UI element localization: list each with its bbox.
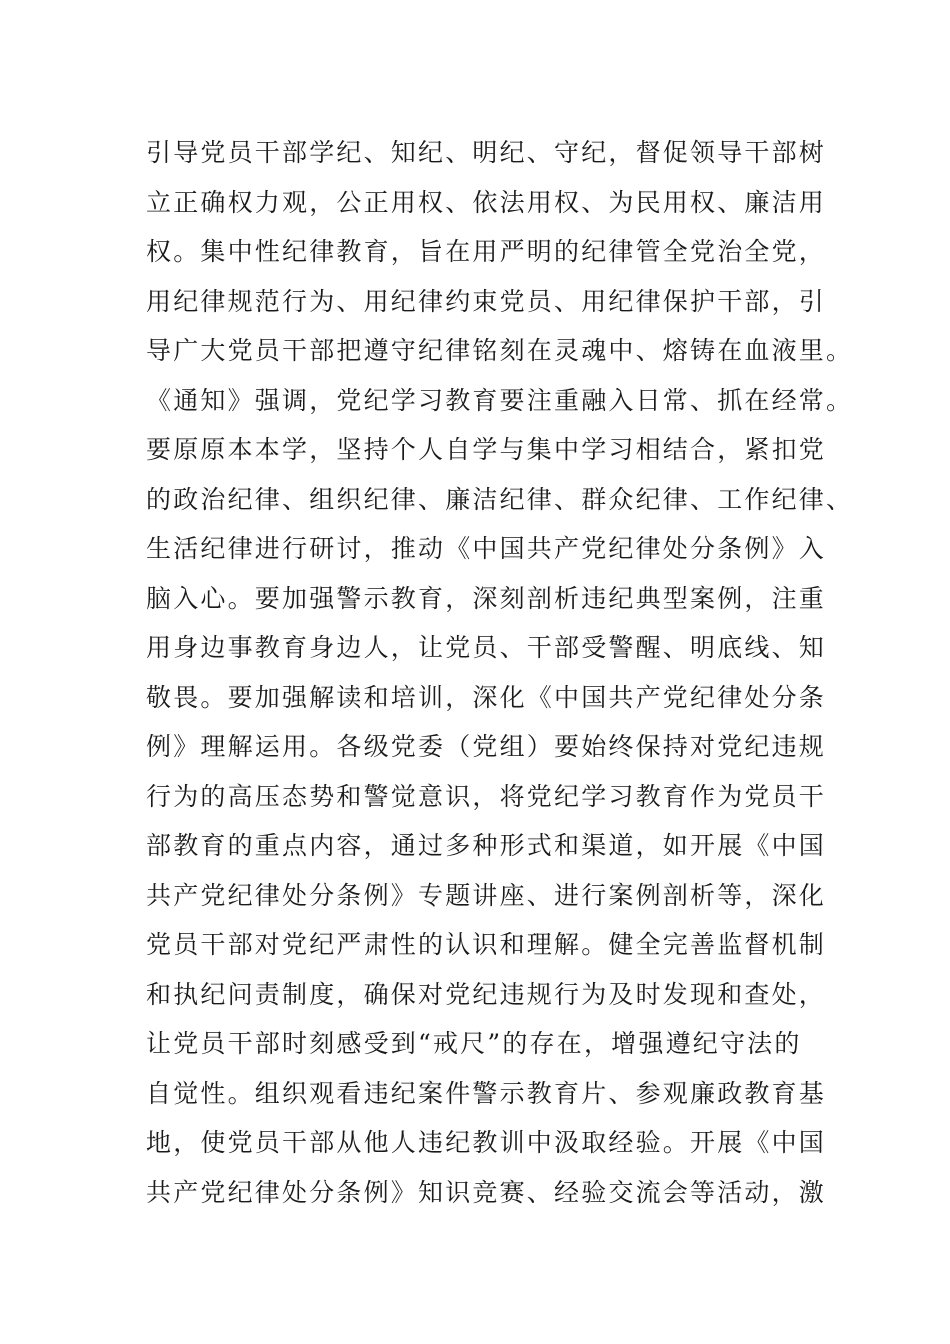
text-line: 共产党纪律处分条例》专题讲座、进行案例剖析等，深化 <box>146 880 827 910</box>
body-text <box>146 128 854 1217</box>
text-line: 立正确权力观，公正用权、依法用权、为民用权、廉洁用 <box>146 187 827 217</box>
text-line: 行为的高压态势和警觉意识，将党纪学习教育作为党员干 <box>146 781 827 811</box>
text-line: 地，使党员干部从他人违纪教训中汲取经验。开展《中国 <box>146 1128 827 1157</box>
text-line: 敬畏。要加强解读和培训，深化《中国共产党纪律处分条 <box>146 682 827 712</box>
text-line: 自觉性。组织观看违纪案件警示教育片、参观廉政教育基 <box>146 1078 827 1108</box>
text-line: 要原原本本学，坚持个人自学与集中学习相结合，紧扣党 <box>146 435 827 464</box>
text-line: 《通知》强调，党纪学习教育要注重融入日常、抓在经常。 <box>146 385 854 415</box>
text-line: 引导党员干部学纪、知纪、明纪、守纪，督促领导干部树 <box>146 138 827 167</box>
text-line: 党员干部对党纪严肃性的认识和理解。健全完善监督机制 <box>146 930 827 959</box>
text-line: 部教育的重点内容，通过多种形式和渠道，如开展《中国 <box>146 831 827 860</box>
text-line: 和执纪问责制度，确保对党纪违规行为及时发现和查处， <box>146 979 827 1009</box>
text-line: 导广大党员干部把遵守纪律铭刻在灵魂中、熔铸在血液里。 <box>146 336 854 365</box>
text-line: 用纪律规范行为、用纪律约束党员、用纪律保护干部，引 <box>146 286 827 316</box>
text-line: 脑入心。要加强警示教育，深刻剖析违纪典型案例，注重 <box>146 583 827 613</box>
text-line: 例》理解运用。各级党委（党组）要始终保持对党纪违规 <box>146 732 827 761</box>
text-line: 让党员干部时刻感受到“戒尺”的存在，增强遵纪守法的 <box>146 1029 802 1058</box>
text-line: 生活纪律进行研讨，推动《中国共产党纪律处分条例》入 <box>146 534 827 563</box>
text-line: 用身边事教育身边人，让党员、干部受警醒、明底线、知 <box>146 633 827 662</box>
text-line: 权。集中性纪律教育，旨在用严明的纪律管全党治全党， <box>146 237 827 266</box>
text-line: 共产党纪律处分条例》知识竞赛、经验交流会等活动，激 <box>146 1177 827 1207</box>
text-line: 的政治纪律、组织纪律、廉洁纪律、群众纪律、工作纪律、 <box>146 484 854 514</box>
